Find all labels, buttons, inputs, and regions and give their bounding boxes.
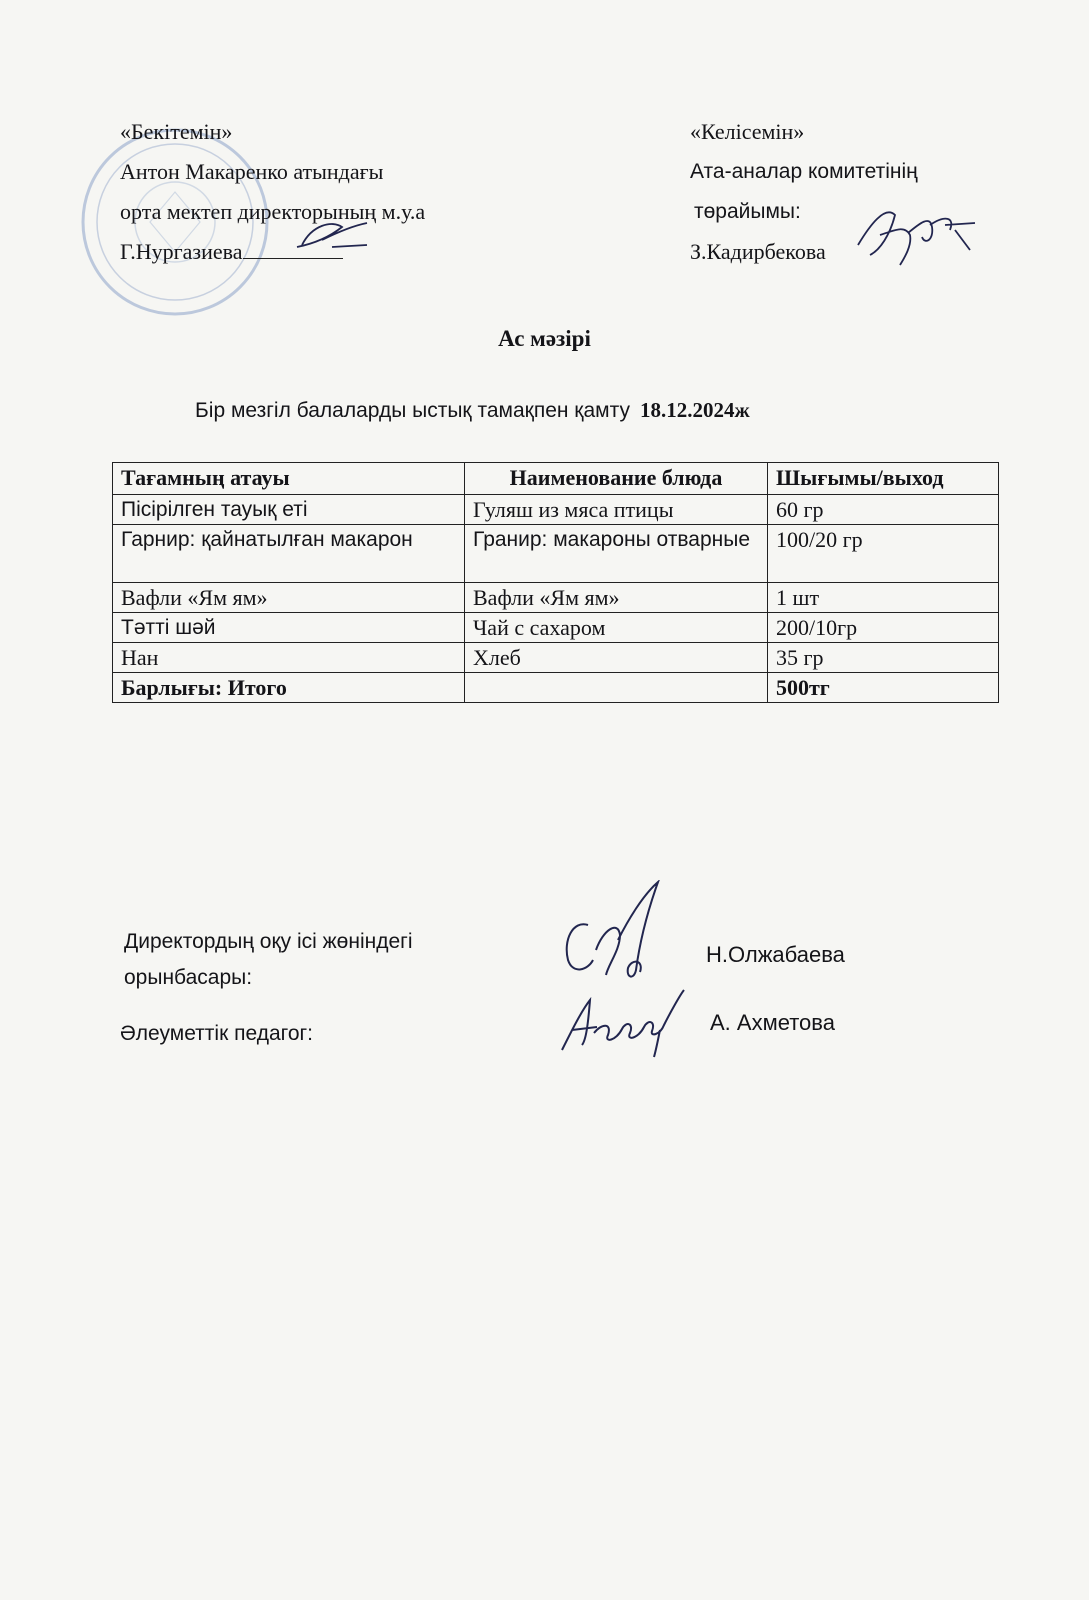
deputy-signature (548, 880, 678, 990)
menu-table (112, 462, 999, 703)
director-signature (272, 215, 382, 255)
header-kazakh-name: Тағамның атауы (113, 463, 465, 495)
subtitle-text: Бір мезгіл балаларды ыстық тамақпен қамту (195, 399, 630, 422)
cell-kazakh-name: Нан (113, 643, 465, 673)
total-label: Барлығы: Итого (113, 673, 465, 703)
table-row (113, 525, 999, 583)
social-signature (552, 985, 692, 1060)
approval-left-line1: Антон Макаренко атындағы (120, 159, 384, 184)
cell-output: 100/20 гр (768, 525, 999, 583)
cell-output: 200/10гр (768, 613, 999, 643)
cell-kazakh-name: Пісірілген тауық еті (113, 495, 465, 525)
approval-left-heading: «Бекітемін» (120, 119, 233, 144)
subtitle-date: 18.12.2024ж (639, 398, 750, 422)
approval-right-heading: «Келісемін» (690, 119, 805, 144)
header-russian-name: Наименование блюда (465, 463, 768, 495)
deputy-name: Н.Олжабаева (706, 942, 845, 967)
cell-output: 60 гр (768, 495, 999, 525)
cell-russian-name: Чай с сахаром (465, 613, 768, 643)
social-name: А. Ахметова (710, 1010, 835, 1035)
cell-output: 35 гр (768, 643, 999, 673)
approval-right-line1: Ата-аналар комитетінің (690, 160, 918, 183)
table-header-row (113, 463, 999, 495)
cell-russian-name: Гранир: макароны отварные (465, 525, 768, 583)
approval-right-line3: З.Кадирбекова (690, 239, 826, 264)
cell-russian-name: Хлеб (465, 643, 768, 673)
social-label: Әлеуметтік педагог: (120, 1022, 313, 1045)
approval-left-line2: орта мектеп директорының м.у.а (120, 199, 426, 224)
table-total-row (113, 673, 999, 703)
director-name: Г.Нургазиева (120, 239, 243, 264)
deputy-label (124, 924, 412, 996)
committee-signature (850, 195, 980, 270)
total-value: 500тг (768, 673, 999, 703)
deputy-label-line1: Директордың оқу ісі жөніндегі (124, 930, 413, 953)
header-output: Шығымы/выход (768, 463, 999, 495)
approval-right-line2: төрайымы: (694, 200, 801, 223)
deputy-label-line2: орынбасары: (124, 966, 253, 989)
total-empty (465, 673, 768, 703)
table-row (113, 495, 999, 525)
cell-kazakh-name: Тәтті шәй (113, 613, 465, 643)
cell-russian-name: Гуляш из мяса птицы (465, 495, 768, 525)
page-subtitle (195, 398, 750, 423)
cell-kazakh-name: Гарнир: қайнатылған макарон (113, 525, 465, 583)
table-row (113, 583, 999, 613)
cell-russian-name: Вафли «Ям ям» (465, 583, 768, 613)
table-row (113, 613, 999, 643)
page-title: Ас мәзірі (498, 326, 591, 351)
cell-output: 1 шт (768, 583, 999, 613)
cell-kazakh-name: Вафли «Ям ям» (113, 583, 465, 613)
table-row (113, 643, 999, 673)
